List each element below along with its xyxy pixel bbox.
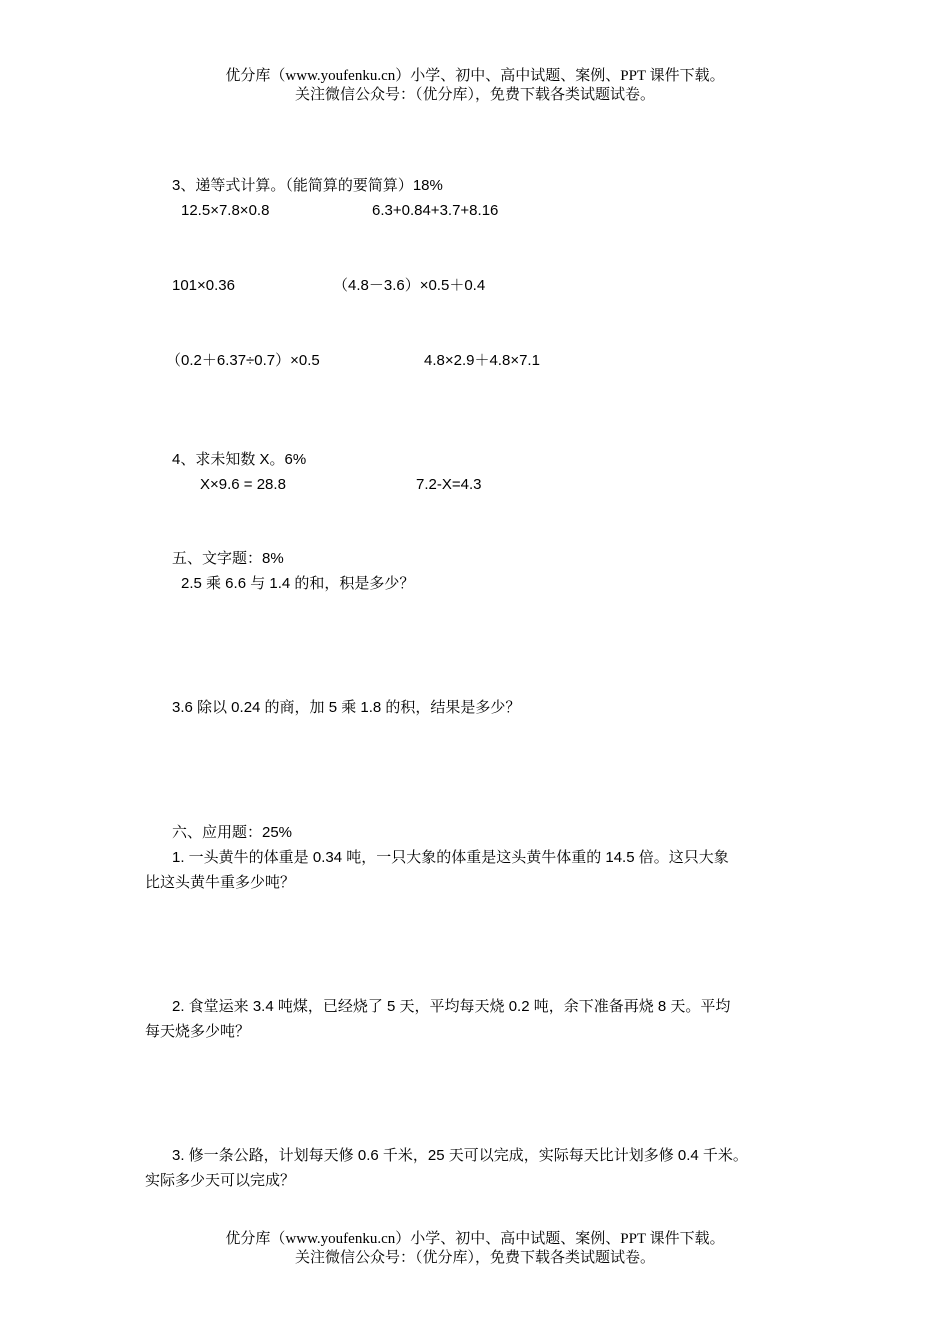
expression-2: 6.3+0.84+3.7+8.16: [372, 202, 499, 219]
footer-line-1: 优分库（www.youfenku.cn）小学、初中、高中试题、案例、PPT 课件下载。: [225, 1231, 725, 1247]
section-4-title: 4、求未知数 X。6%: [172, 451, 307, 468]
word-problem-1: 2.5 乘 6.6 与 1.4 的和，积是多少？: [181, 575, 415, 592]
word-problem-2: 3.6 除以 0.24 的商，加 5 乘 1.8 的积，结果是多少？: [172, 699, 521, 716]
application-problem-3-line-2: 实际多少天可以完成？: [145, 1172, 296, 1189]
expression-6: 4.8×2.9＋4.8×7.1: [424, 352, 540, 369]
section-5-title: 五、文字题：8%: [172, 550, 284, 567]
application-problem-3-line-1: 3. 修一条公路，计划每天修 0.6 千米，25 天可以完成，实际每天比计划多修 0.4 千米。: [172, 1147, 748, 1164]
application-problem-2-line-2: 每天烧多少吨？: [145, 1023, 251, 1040]
expression-4: （4.8－3.6）×0.5＋0.4: [333, 277, 486, 294]
expression-1: 12.5×7.8×0.8: [181, 202, 270, 219]
header-line-1: 优分库（www.youfenku.cn）小学、初中、高中试题、案例、PPT 课件下载。: [225, 68, 725, 84]
equation-2: 7.2-X=4.3: [416, 476, 482, 493]
application-problem-2-line-1: 2. 食堂运来 3.4 吨煤，已经烧了 5 天，平均每天烧 0.2 吨，余下准备再烧 8 天。平均: [172, 998, 731, 1015]
application-problem-1-line-1: 1. 一头黄牛的体重是 0.34 吨，一只大象的体重是这头黄牛体重的 14.5 倍。这只大象: [172, 849, 729, 866]
equation-1: X×9.6 = 28.8: [200, 476, 286, 493]
expression-3: 101×0.36: [172, 277, 235, 294]
application-problem-1-line-2: 比这头黄牛重多少吨？: [145, 874, 296, 891]
section-6-title: 六、应用题：25%: [172, 824, 293, 841]
section-3-title: 3、递等式计算。（能简算的要简算）18%: [172, 177, 443, 194]
header-line-2: 关注微信公众号：（优分库），免费下载各类试题试卷。: [294, 87, 655, 103]
footer-line-2: 关注微信公众号：（优分库），免费下载各类试题试卷。: [294, 1250, 655, 1266]
expression-5: （0.2＋6.37÷0.7）×0.5: [166, 352, 320, 369]
